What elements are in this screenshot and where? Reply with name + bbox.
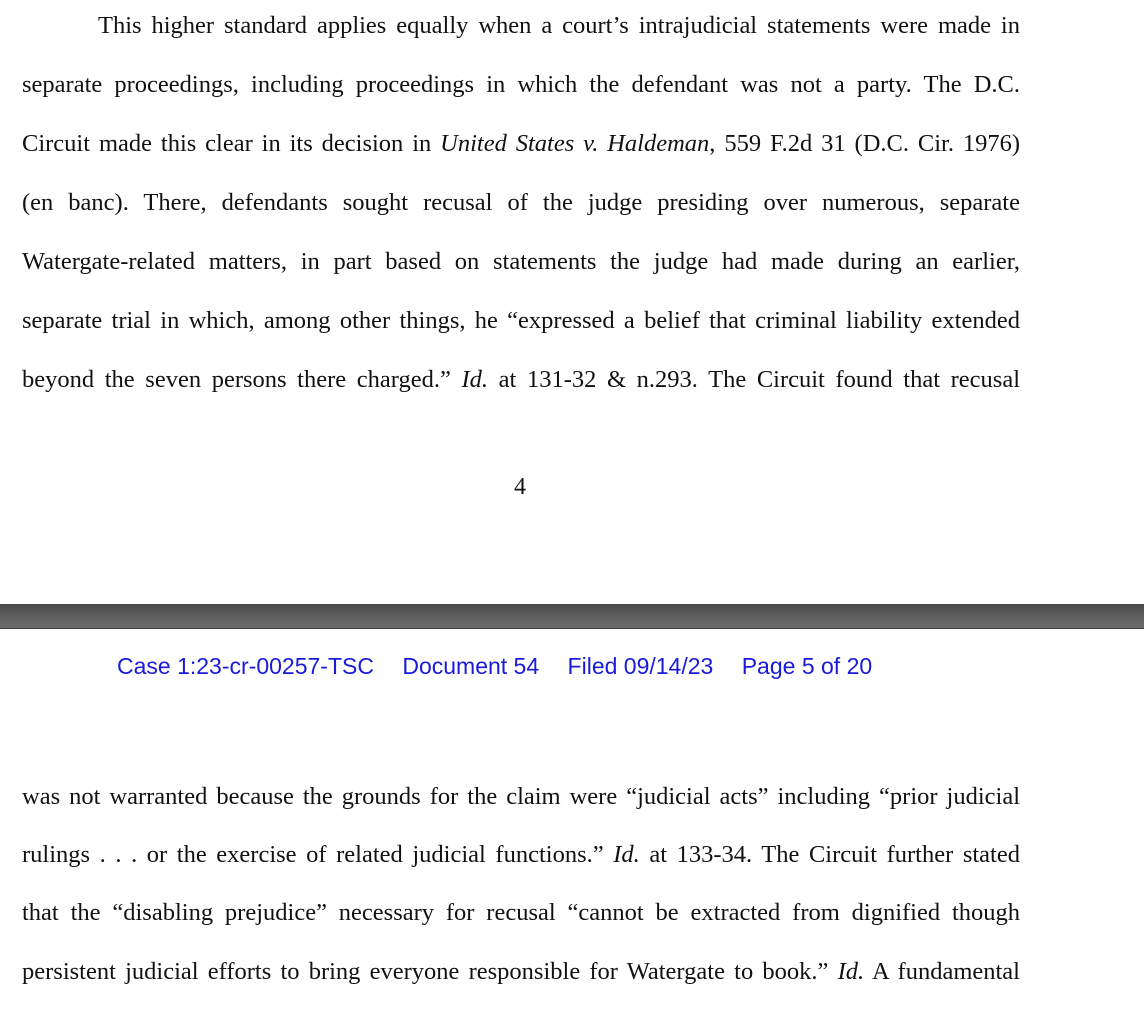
page-divider (0, 604, 1144, 629)
page4-line-3 (22, 129, 1020, 159)
id-citation: Id. (837, 958, 865, 985)
page5-line-2 (22, 840, 1020, 870)
line-text: at 131-32 & n.293. The Circuit found that recusal (488, 366, 1020, 393)
page4-line-1: This higher standard applies equally when a court’s intrajudicial statements were made in (98, 12, 1020, 39)
page4-line-4: (en banc). There, defendants sought recusal of the judge presiding over numerous, separate (22, 189, 1020, 216)
document-number: Document 54 (402, 653, 540, 679)
line-text: , 559 F.2d 31 (D.C. Cir. 1976) (709, 130, 1021, 157)
page4-line-5: Watergate-related matters, in part based on statements the judge had made during an earlier, (22, 248, 1020, 275)
ecf-header-stamp (117, 650, 872, 682)
page5-line-4 (22, 957, 1020, 987)
filed-date: Filed 09/14/23 (567, 653, 714, 679)
line-text: A fundamental (864, 958, 1020, 985)
page4-line-6: separate trial in which, among other things, he “expressed a belief that criminal liability extended (22, 307, 1020, 334)
page5-line-3: that the “disabling prejudice” necessary for recusal “cannot be extracted from dignified though (22, 899, 1020, 926)
id-citation: Id. (613, 841, 640, 868)
line-text: rulings . . . or the exercise of related judicial functions.” (22, 841, 614, 868)
page-count: Page 5 of 20 (741, 653, 873, 679)
page4-line-2: separate proceedings, including proceedings in which the defendant was not a party. The D.C. (22, 71, 1020, 98)
case-citation: United States v. Haldeman (440, 130, 710, 157)
line-text: persistent judicial efforts to bring everyone responsible for Watergate to book.” (22, 958, 838, 985)
line-text: beyond the seven persons there charged.” (22, 366, 462, 393)
page-number: 4 (514, 474, 526, 500)
id-citation: Id. (461, 366, 489, 393)
page4-line-7 (22, 365, 1020, 395)
line-text: at 133-34. The Circuit further stated (639, 841, 1020, 868)
page5-line-1: was not warranted because the grounds for the claim were “judicial acts” including “prior judicial (22, 783, 1020, 810)
case-number: Case 1:23-cr-00257-TSC (117, 653, 374, 679)
line-text: Circuit made this clear in its decision in (22, 130, 441, 157)
